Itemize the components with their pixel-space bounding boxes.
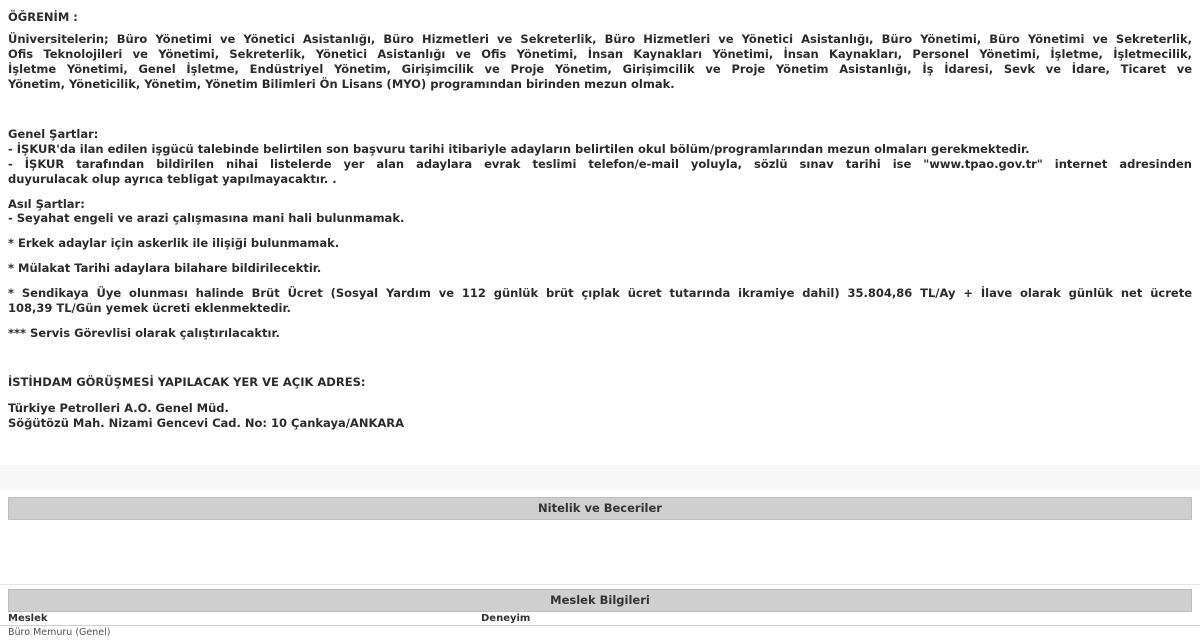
main-conditions-heading: Asıl Şartlar: [8,197,85,211]
education-line-3: İşletme Yönetimi, Genel İşletme, Endüstriyel Yönetim, Girişimcilik ve Proje Yönetim, Girişimcilik ve Proje Yönetim Asistanlığı, İş İdaresi, Sevk ve İdare, Ticaret ve [8,62,1192,76]
main-condition-item-5: *** Servis Görevlisi olarak çalıştırılacaktır. [8,326,280,340]
main-condition-item-3: * Mülakat Tarihi adaylara bilahare bildirilecektir. [8,261,322,275]
interview-address-heading: İSTİHDAM GÖRÜŞMESİ YAPILACAK YER VE AÇIK ADRES: [8,375,366,389]
main-condition-item-2: * Erkek adaylar için askerlik ile ilişiği bulunmamak. [8,236,340,250]
skills-section-header: Nitelik ve Beceriler [8,497,1192,520]
general-conditions-heading: Genel Şartlar: [8,127,99,141]
occupation-section-header: Meslek Bilgileri [8,589,1192,612]
general-condition-item-1: - İŞKUR'da ilan edilen işgücü talebinde belirtilen son başvuru tarihi itibariyle adayların belirtilen okul bölüm/programlarından mezun olmaları gerekmektedir. [8,142,1030,156]
interview-address-line-1: Türkiye Petrolleri A.O. Genel Müd. [8,401,229,415]
occupation-row-value: Büro Memuru (Genel) [8,627,111,638]
education-line-1: Üniversitelerin; Büro Yönetimi ve Yönetici Asistanlığı, Büro Hizmetleri ve Sekreterlik, Büro Hizmetleri ve Yönetici Asistanlığı, Büro Yönetimi, Büro Yönetimi ve Sekreterlik, [8,32,1192,46]
spacer-band [0,465,1200,490]
section-divider [0,584,1200,585]
general-condition-item-2-line-2: duyurulacak olup ayrıca tebligat yapılmayacaktır. . [8,172,337,186]
education-heading: ÖĞRENİM : [8,10,78,24]
education-line-4: Yönetim, Yöneticilik, Yönetim, Yönetim Bilimleri Ön Lisans (MYO) programından birinden mezun olmak. [8,77,675,91]
main-condition-item-1: - Seyahat engeli ve arazi çalışmasına mani hali bulunmamak. [8,211,405,225]
main-condition-item-4-line-1: * Sendikaya Üye olunması halinde Brüt Ücret (Sosyal Yardım ve 112 günlük brüt çıplak ücret tutarında ikramiye dahil) 35.804,86 TL/Ay + İlave olarak günlük net ücrete [8,286,1192,300]
occupation-column-header: Meslek [8,613,48,624]
education-line-2: Ofis Teknolojileri ve Yönetimi, Sekreterlik, Yönetici Asistanlığı ve Ofis Yönetimi, İnsan Kaynakları Yönetimi, İnsan Kaynakları, Personel Yönetimi, İşletme, İşletmecilik, [8,47,1192,61]
table-header-divider [0,625,1200,626]
general-condition-item-2-line-1: - İŞKUR tarafından bildirilen nihai listelerde yer alan adaylara evrak teslimi telefon/e-mail yoluyla, sözlü sınav tarihi ise "www.tpao.gov.tr" internet adresinden [8,157,1192,171]
main-condition-item-4-line-2: 108,39 TL/Gün yemek ücreti eklenmektedir. [8,301,291,315]
experience-column-header: Deneyim [481,613,531,624]
interview-address-line-2: Söğütözü Mah. Nizami Gencevi Cad. No: 10 Çankaya/ANKARA [8,416,405,430]
